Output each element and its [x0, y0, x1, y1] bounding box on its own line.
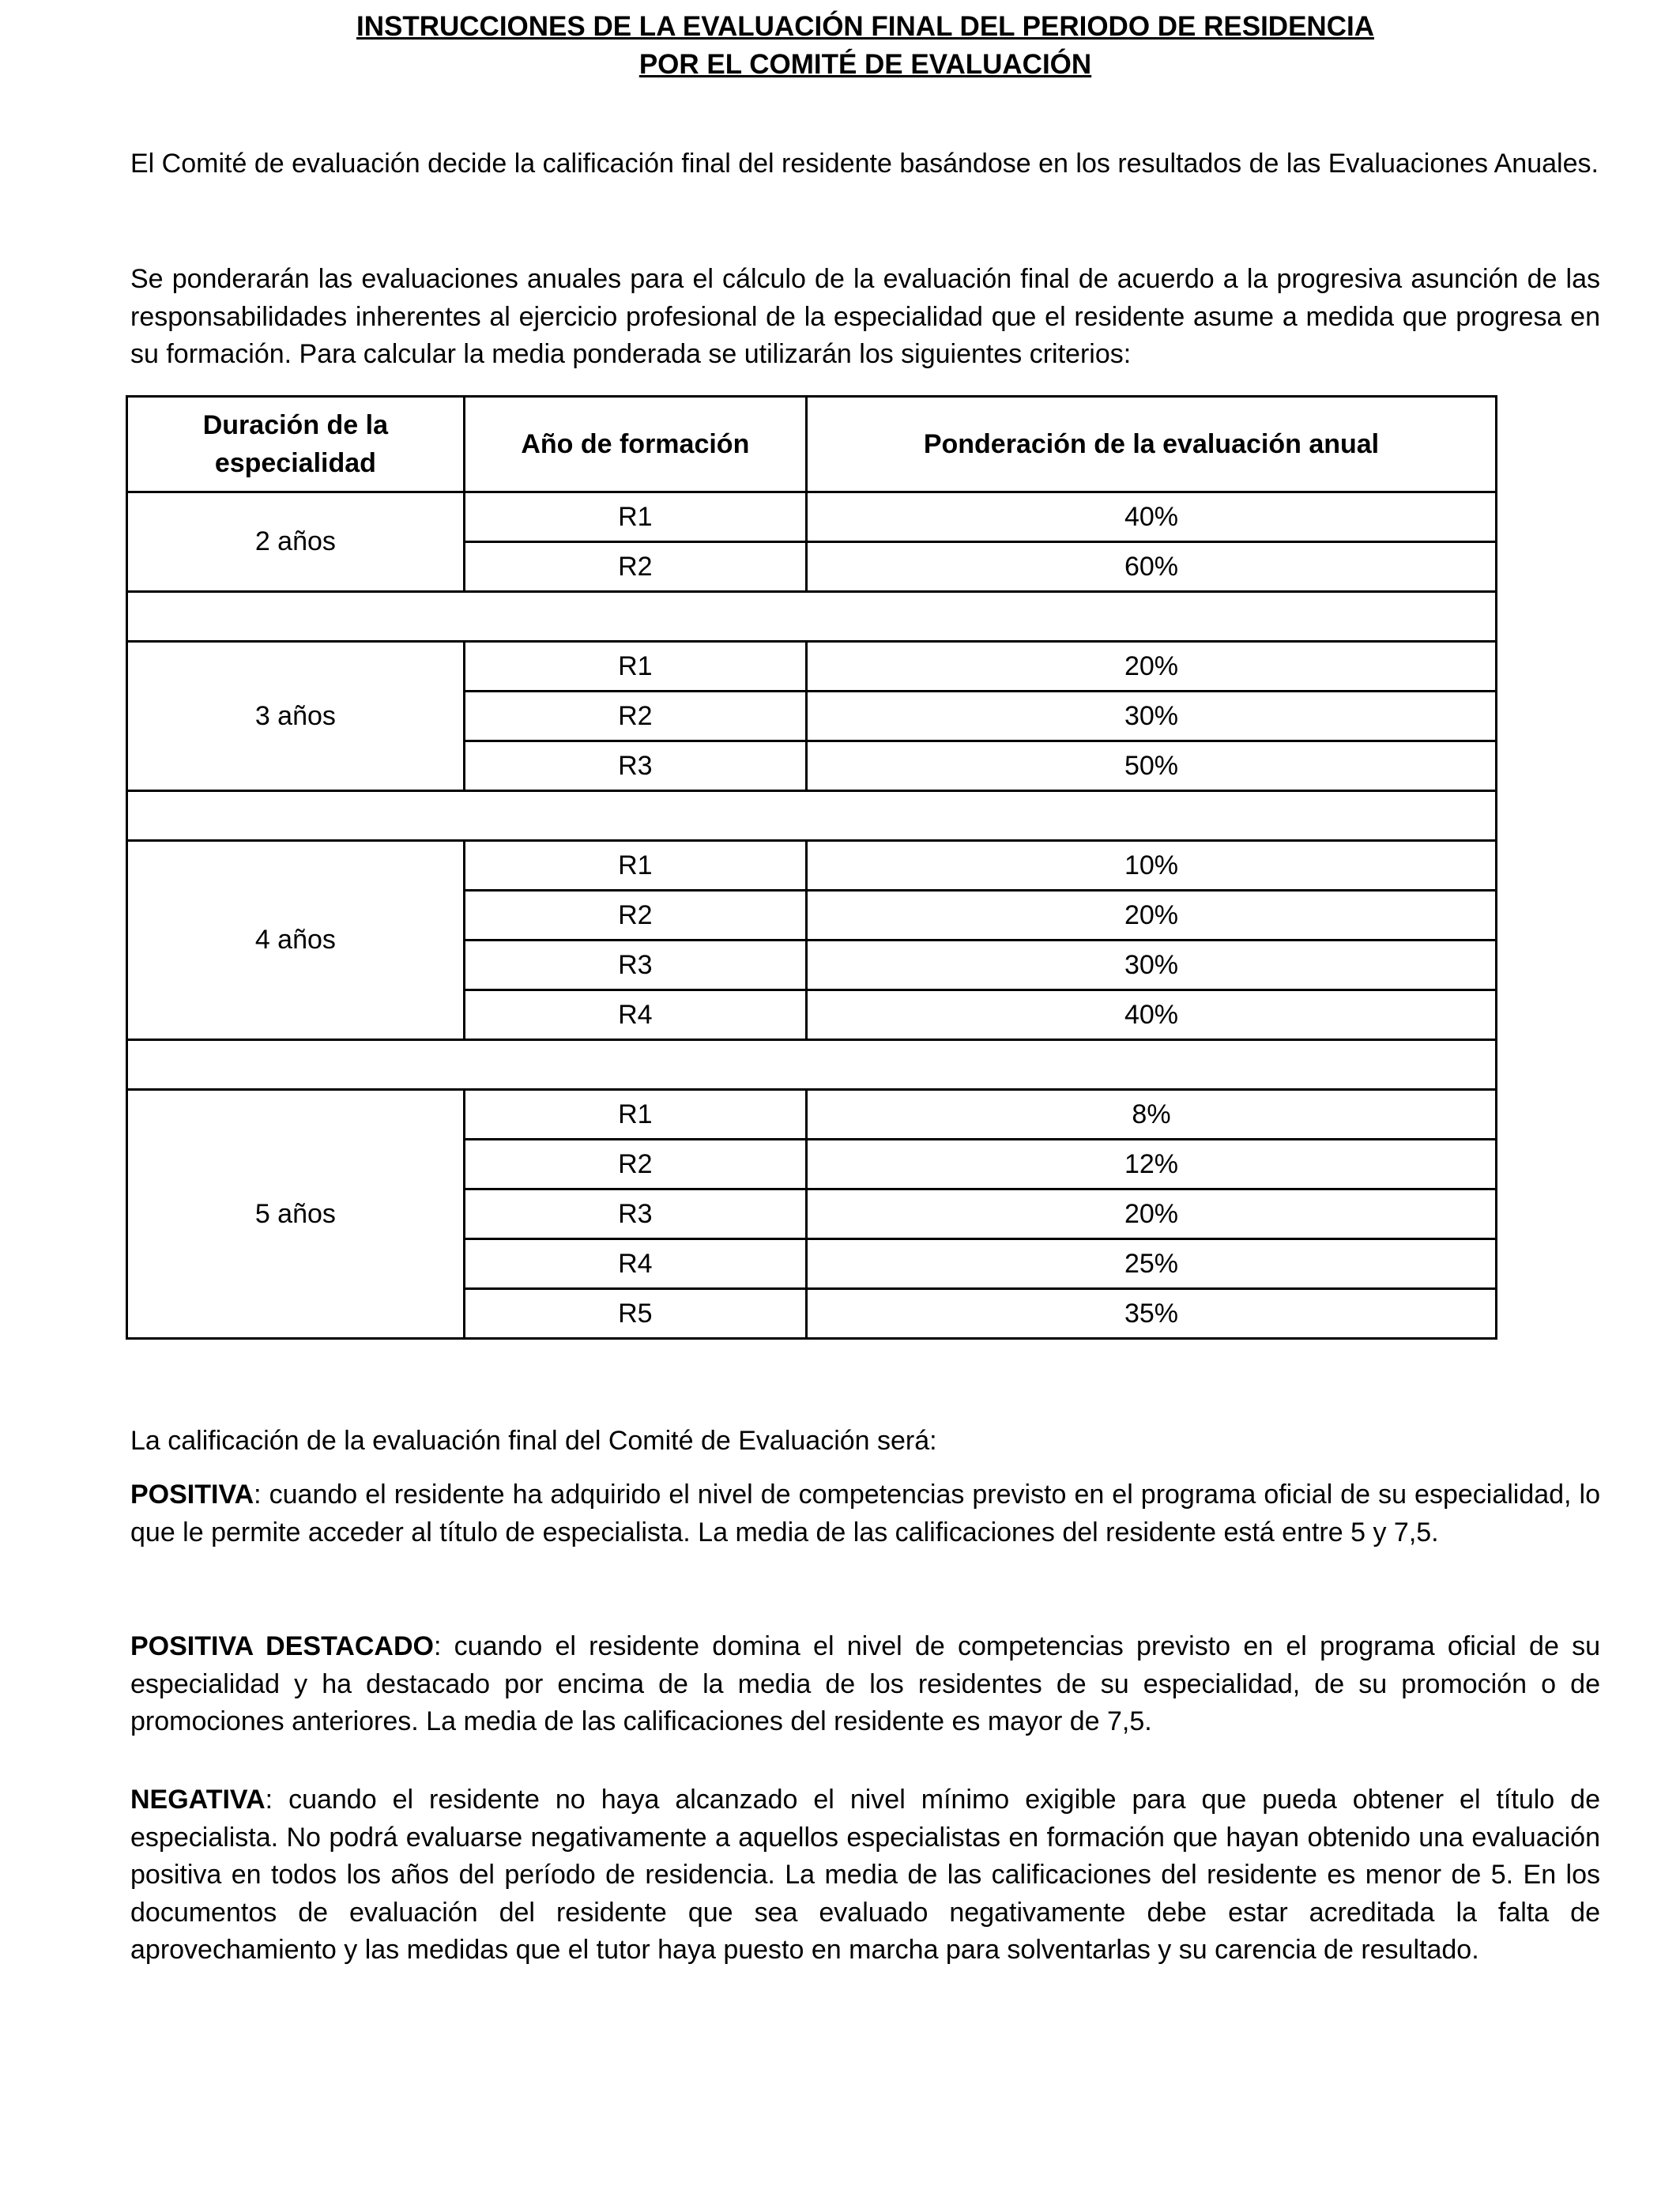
document-title: [130, 8, 1600, 84]
duration-cell: 5 años: [127, 1090, 465, 1339]
year-cell: R3: [464, 941, 806, 990]
outcome-intro: La calificación de la evaluación final del Comité de Evaluación será:: [130, 1426, 937, 1456]
title-line-2: POR EL COMITÉ DE EVALUACIÓN: [638, 49, 1092, 80]
weight-cell: 12%: [806, 1140, 1496, 1189]
duration-cell: 3 años: [127, 642, 465, 791]
year-cell: R1: [464, 492, 806, 542]
year-cell: R2: [464, 891, 806, 941]
weight-cell: 30%: [806, 941, 1496, 990]
year-cell: R1: [464, 841, 806, 891]
table-row: [127, 1090, 1497, 1140]
weight-cell: 40%: [806, 990, 1496, 1040]
outcome-positiva: [130, 1476, 1600, 1551]
weight-cell: 20%: [806, 1189, 1496, 1239]
weight-cell: 25%: [806, 1239, 1496, 1289]
header-year: Año de formación: [464, 397, 806, 492]
header-weight: Ponderación de la evaluación anual: [806, 397, 1496, 492]
outcome-negativa: [130, 1781, 1600, 1970]
spacer-row: [127, 791, 1497, 841]
table-row: [127, 492, 1497, 542]
duration-cell: 4 años: [127, 841, 465, 1040]
negativa-text: : cuando el residente no haya alcanzado el nivel mínimo exigible para que pueda obtener el título de especialista. No podrá evaluarse negativamente a aquellos especialistas en formación que hayan obtenido una evaluación positiva en todos los años del período de residencia. La media de las calificaciones del residente es menor de 5. En los documentos de evaluación del residente que sea evaluado negativamente debe estar acreditada la falta de aprovechamiento y las medidas que el tutor haya puesto en marcha para solventarlas y su carencia de resultado.: [130, 1785, 1600, 1965]
destacado-text: : cuando el residente domina el nivel de competencias previsto en el programa oficial de su especialidad y ha destacado por encima de la media de los residentes de su especialidad, de su promoción o de promociones anteriores. La media de las calificaciones del residente es mayor de 7,5.: [130, 1631, 1601, 1736]
weight-cell: 40%: [806, 492, 1496, 542]
weight-cell: 50%: [806, 741, 1496, 791]
weight-cell: 20%: [806, 642, 1496, 692]
year-cell: R5: [464, 1289, 806, 1339]
weighting-table: [126, 395, 1497, 1340]
weight-cell: 10%: [806, 841, 1496, 891]
outcome-destacado: [130, 1628, 1600, 1741]
year-cell: R4: [464, 1239, 806, 1289]
spacer-row: [127, 592, 1497, 642]
spacer-row: [127, 1040, 1497, 1090]
weight-cell: 20%: [806, 891, 1496, 941]
negativa-label: NEGATIVA: [130, 1785, 266, 1815]
table-header-row: [127, 397, 1497, 492]
year-cell: R1: [464, 642, 806, 692]
year-cell: R2: [464, 542, 806, 592]
positiva-label: POSITIVA: [130, 1480, 254, 1510]
table-row: [127, 841, 1497, 891]
header-duration: Duración de la especialidad: [127, 397, 465, 492]
year-cell: R2: [464, 692, 806, 741]
year-cell: R2: [464, 1140, 806, 1189]
table-row: [127, 642, 1497, 692]
intro-paragraph-1: El Comité de evaluación decide la calificación final del residente basándose en los resultados de las Evaluaciones Anuales.: [130, 149, 1599, 179]
weight-cell: 8%: [806, 1090, 1496, 1140]
weight-cell: 30%: [806, 692, 1496, 741]
year-cell: R3: [464, 741, 806, 791]
year-cell: R3: [464, 1189, 806, 1239]
year-cell: R1: [464, 1090, 806, 1140]
weight-cell: 60%: [806, 542, 1496, 592]
destacado-label: POSITIVA DESTACADO: [130, 1631, 434, 1661]
weight-cell: 35%: [806, 1289, 1496, 1339]
document-page: [130, 0, 1601, 1965]
year-cell: R4: [464, 990, 806, 1040]
positiva-text: : cuando el residente ha adquirido el nivel de competencias previsto en el programa oficial de su especialidad, lo que le permite acceder al título de especialista. La media de las calificaciones del residente está entre 5 y 7,5.: [130, 1480, 1600, 1547]
duration-cell: 2 años: [127, 492, 465, 592]
title-line-1: INSTRUCCIONES DE LA EVALUACIÓN FINAL DEL PERIODO DE RESIDENCIA: [356, 11, 1374, 42]
intro-paragraph-2: Se ponderarán las evaluaciones anuales para el cálculo de la evaluación final de acuerdo a la progresiva asunción de las responsabilidades inherentes al ejercicio profesional de la especialidad que el residente asume a medida que progresa en su formación. Para calcular la media ponderada se utilizarán los siguientes criterios:: [130, 264, 1600, 369]
